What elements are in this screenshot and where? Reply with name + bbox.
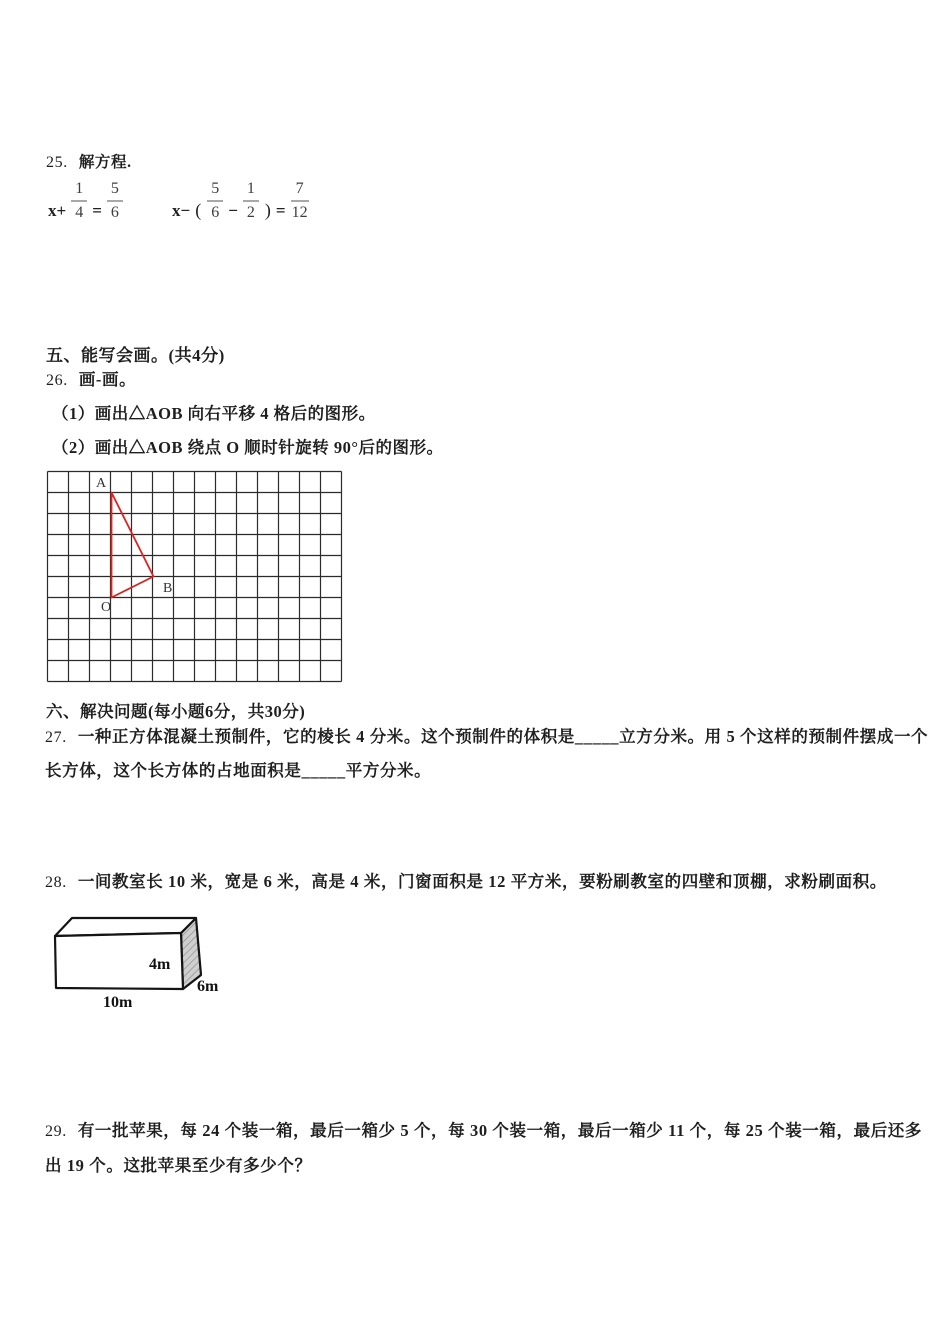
equation-2-lhs: x− [172,201,191,220]
question-26-title: 画-画。 [78,370,137,389]
question-29-number: 29. [45,1123,67,1140]
fraction-5-6 [107,181,123,221]
question-28-number: 28. [45,874,67,891]
fraction-numerator: 5 [110,180,119,197]
question-26-sub1: （1）画出△AOB 向右平移 4 格后的图形。 [52,404,376,423]
fraction-1-4 [71,181,87,221]
cuboid-figure [50,912,234,1014]
question-28-text1: 一间教室长 10 米，宽是 6 米，高是 4 米，门窗面积是 12 平方米，要粉刷教室的四壁和顶棚，求粉刷面积。 [77,872,887,891]
triangle-aob [112,493,154,598]
fraction-numerator: 1 [246,180,255,197]
question-29-text1: 有一批苹果，每 24 个装一箱，最后一箱少 5 个，每 30 个装一箱，最后一箱少 11 个，每 25 个装一箱，最后还多 [77,1121,923,1140]
equation-2 [170,181,312,221]
equation-1 [46,181,126,221]
vertex-label-a: A [96,476,107,491]
equation-1-lhs: x+ [48,201,67,220]
question-25-title: 解方程. [78,154,132,171]
question-29-line2: 出 19 个。这批苹果至少有多少个？ [45,1156,312,1175]
vertex-label-b: B [163,581,173,596]
question-26-number: 26. [46,372,68,389]
question-25-heading [46,150,132,172]
height-label: 4m [149,956,171,973]
width-label: 10m [103,994,133,1011]
question-26-sub2: （2）画出△AOB 绕点 O 顺时针旋转 90°后的图形。 [52,438,444,457]
question-29-line1 [45,1117,922,1141]
drawing-grid[interactable] [46,470,344,684]
fraction-numerator: 5 [211,180,220,197]
fraction-denominator: 12 [291,204,308,221]
equation-2-equals: = [275,201,286,220]
fraction-denominator: 6 [211,204,220,221]
fraction-denominator: 6 [110,204,119,221]
fraction-bar [207,200,223,202]
fraction-denominator: 4 [75,204,84,221]
fraction-5-6 [207,181,223,221]
vertex-label-o: O [101,600,112,615]
question-27-text1: 一种正方体混凝土预制件，它的棱长 4 分米。这个预制件的体积是_____立方分米。用 5 个这样的预制件摆成一个 [77,727,929,746]
question-28-line1 [45,868,887,892]
open-paren: ( [195,200,202,220]
fraction-numerator: 7 [295,180,304,197]
fraction-bar [71,200,87,202]
fraction-denominator: 2 [246,204,255,221]
question-27-line1 [45,723,928,747]
close-paren: ) [264,200,271,220]
fraction-7-12 [291,181,309,221]
section-5-heading: 五、能写会画。(共4分) [46,346,225,365]
question-27-number: 27. [45,729,67,746]
depth-label: 6m [197,978,219,995]
fraction-bar [107,200,123,202]
question-26-heading [46,366,136,390]
equation-2-minus: − [228,201,238,220]
question-27-line2: 长方体，这个长方体的占地面积是_____平方分米。 [45,761,432,780]
grid-lines [48,472,342,682]
question-25-number: 25. [46,154,68,171]
equation-1-equals: = [92,201,102,220]
fraction-1-2 [243,181,259,221]
fraction-numerator: 1 [75,180,84,197]
fraction-bar [243,200,259,202]
section-6-heading: 六、解决问题(每小题6分，共30分) [46,702,306,721]
fraction-bar [291,200,309,202]
